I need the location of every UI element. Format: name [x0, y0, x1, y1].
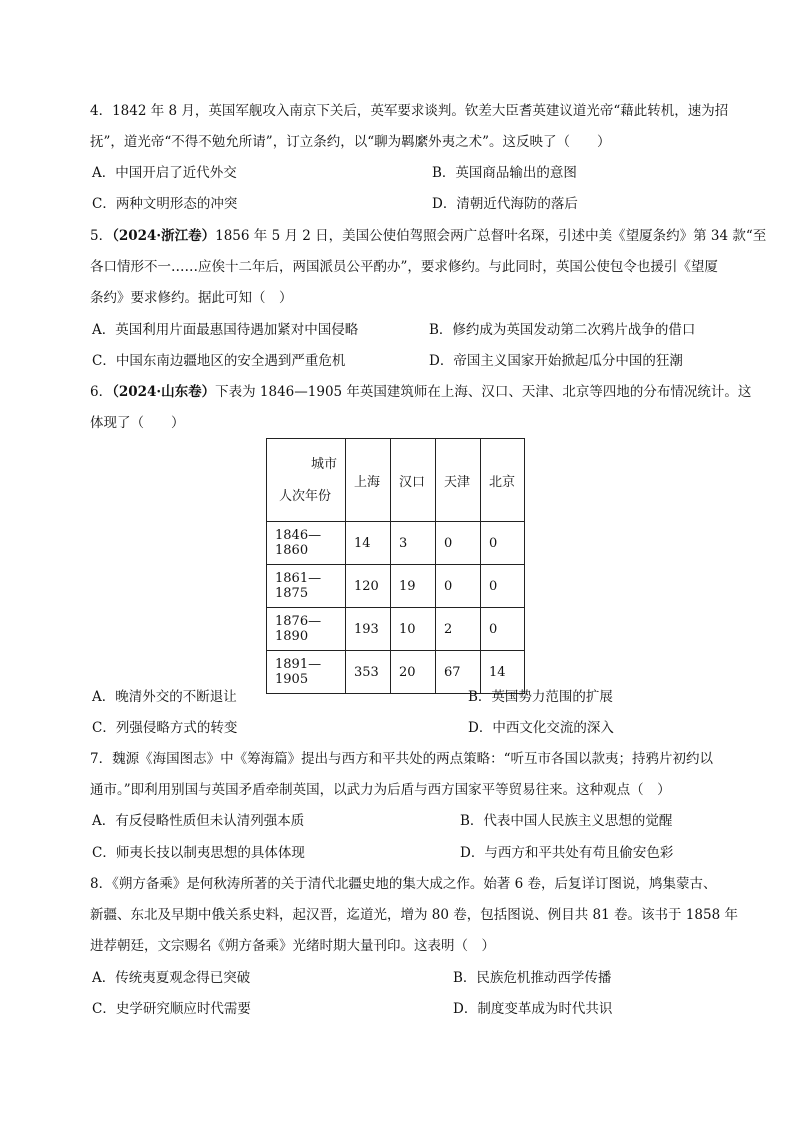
question-6-option-b: B．英国势力范围的扩展: [468, 689, 613, 705]
question-4-option-a: A．中国开启了近代外交: [92, 165, 237, 181]
row-period: 1891—1905: [267, 651, 346, 694]
cell-hankou: 19: [391, 565, 436, 608]
header-city-hankou: 汉口: [391, 439, 436, 522]
table-corner-header: [267, 439, 346, 522]
table-header-row: [267, 439, 525, 522]
cell-hankou: 10: [391, 608, 436, 651]
question-7-option-c: C．师夷长技以制夷思想的具体体现: [92, 845, 305, 861]
table-row: [267, 522, 525, 565]
question-4-option-b: B．英国商品输出的意图: [432, 165, 577, 181]
row-period: 1846—1860: [267, 522, 346, 565]
header-city-beijing: 北京: [481, 439, 525, 522]
row-period: 1861—1875: [267, 565, 346, 608]
cell-tianjin: 2: [436, 608, 481, 651]
question-5-line-2: 各口情形不一……应俟十二年后，两国派员公平酌办”，要求修约。与此同时，英国公使包令也援引《望厦: [90, 259, 718, 275]
cell-beijing: 14: [481, 651, 525, 694]
question-7-option-d: D．与西方和平共处有苟且偷安色彩: [460, 845, 674, 861]
table-row: [267, 565, 525, 608]
question-4-option-d: D．清朝近代海防的落后: [432, 196, 578, 212]
question-7-line-1: 7．魏源《海国图志》中《筹海篇》提出与西方和平共处的两点策略：“听互市各国以款夷；持鸦片初约以: [90, 751, 713, 767]
question-8-line-1: 8．《朔方备乘》是何秋涛所著的关于清代北疆史地的集大成之作。始著 6 卷，后复详订图说，鸠集蒙古、: [90, 876, 717, 892]
cell-tianjin: 67: [436, 651, 481, 694]
row-period: 1876—1890: [267, 608, 346, 651]
question-5-line-3: 条约》要求修约。据此可知（ ）: [90, 290, 293, 306]
question-6-option-a: A．晚清外交的不断退让: [92, 689, 237, 705]
question-8-option-d: D．制度变革成为时代共识: [453, 1001, 613, 1017]
question-5-option-a: A．英国利用片面最惠国待遇加紧对中国侵略: [92, 322, 359, 338]
question-8-line-3: 进荐朝廷，文宗赐名《朔方备乘》光绪时期大量刊印。这表明（ ）: [90, 938, 495, 954]
question-6-line-1: [90, 382, 752, 402]
question-4-line-2: 抚”，道光帝“不得不勉允所请”，订立条约，以“聊为羁縻外夷之术”。这反映了（ ）: [90, 134, 611, 150]
question-7-option-b: B．代表中国人民族主义思想的觉醒: [460, 813, 673, 829]
question-5-option-d: D．帝国主义国家开始掀起瓜分中国的狂潮: [429, 353, 683, 369]
cell-beijing: 0: [481, 608, 525, 651]
question-5-number: 5．: [90, 228, 113, 244]
cell-beijing: 0: [481, 522, 525, 565]
question-4-line-1: 4．1842 年 8 月，英国军舰攻入南京下关后，英军要求谈判。钦差大臣耆英建议道光帝“藉此转机，速为招: [90, 103, 729, 119]
cell-shanghai: 193: [346, 608, 391, 651]
cell-shanghai: 14: [346, 522, 391, 565]
question-7-option-a: A．有反侵略性质但未认清列强本质: [92, 813, 305, 829]
question-6-source: （2024·山东卷）: [112, 384, 216, 400]
question-4-option-c: C．两种文明形态的冲突: [92, 196, 238, 212]
question-7-line-2: 通市。”即利用别国与英国矛盾牵制英国，以武力为后盾与西方国家平等贸易往来。这种观点（ ）: [90, 782, 671, 798]
question-5-option-b: B．修约成为英国发动第二次鸦片战争的借口: [429, 322, 696, 338]
question-8-option-c: C．史学研究顺应时代需要: [92, 1001, 251, 1017]
question-8-option-a: A．传统夷夏观念得已突破: [92, 970, 251, 986]
architect-distribution-table: [266, 438, 525, 694]
question-8-option-b: B．民族危机推动西学传播: [453, 970, 612, 986]
cell-beijing: 0: [481, 565, 525, 608]
cell-tianjin: 0: [436, 522, 481, 565]
question-5-source: （2024·浙江卷）: [112, 228, 216, 244]
question-6-number: 6．: [90, 384, 113, 400]
header-city-tianjin: 天津: [436, 439, 481, 522]
question-6-line-1-text: 下表为 1846—1905 年英国建筑师在上海、汉口、天津、北京等四地的分布情况统计。这: [215, 384, 752, 400]
header-city-label: 城市: [310, 457, 337, 472]
cell-hankou: 20: [391, 651, 436, 694]
cell-hankou: 3: [391, 522, 436, 565]
question-5-line-1-text: 1856 年 5 月 2 日，美国公使伯驾照会两广总督叶名琛，引述中美《望厦条约》第 34 款“至: [215, 228, 767, 244]
question-6-option-c: C．列强侵略方式的转变: [92, 720, 238, 736]
cell-shanghai: 120: [346, 565, 391, 608]
cell-tianjin: 0: [436, 565, 481, 608]
question-5-option-c: C．中国东南边疆地区的安全遇到严重危机: [92, 353, 346, 369]
cell-shanghai: 353: [346, 651, 391, 694]
question-6-line-2: 体现了（ ）: [90, 415, 185, 431]
question-5-line-1: [90, 226, 767, 246]
question-6-option-d: D．中西文化交流的深入: [468, 720, 614, 736]
question-8-line-2: 新疆、东北及早期中俄关系史料，起汉晋，迄道光，增为 80 卷，包括图说、例目共 81 卷。该书于 1858 年: [90, 907, 738, 923]
table-row: [267, 608, 525, 651]
header-year-label: 人次年份: [279, 489, 332, 504]
header-city-shanghai: 上海: [346, 439, 391, 522]
